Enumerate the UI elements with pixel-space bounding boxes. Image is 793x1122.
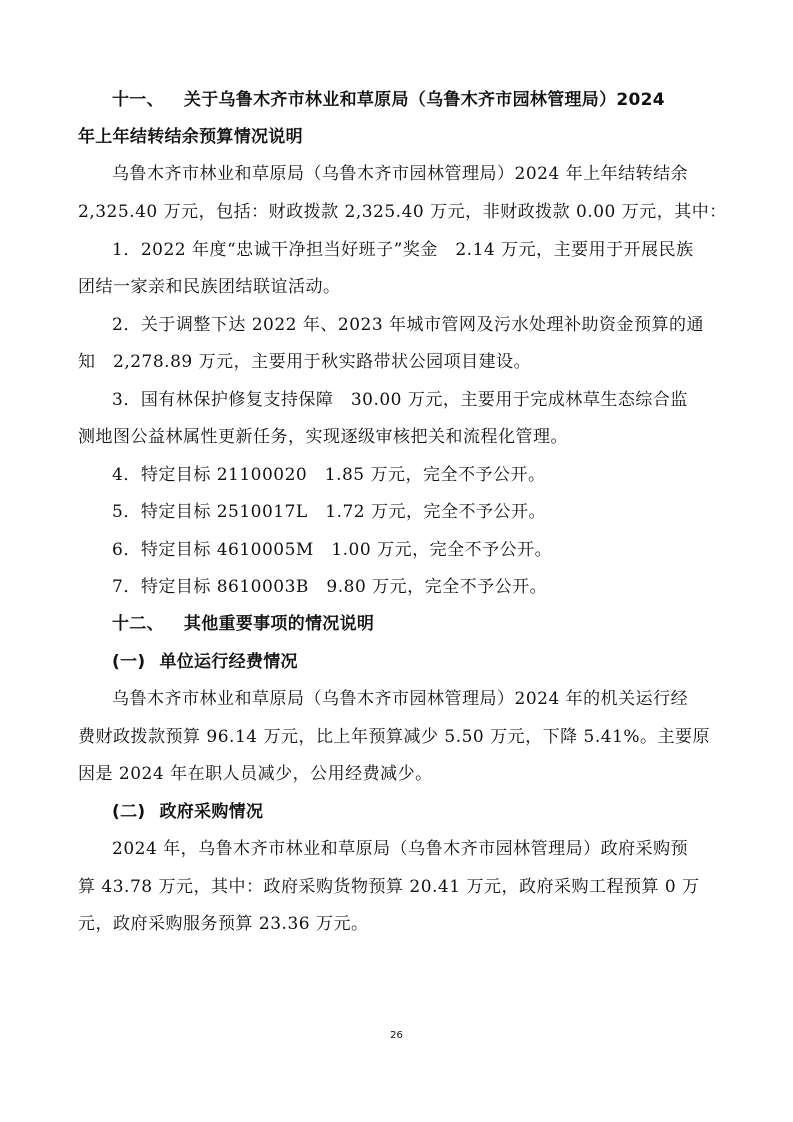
section-11-para-line1: 乌鲁木齐市林业和草原局（乌鲁木齐市园林管理局）2024 年上年结转结余 — [112, 164, 689, 184]
subsection-1-line2: 费财政拨款预算 96.14 万元，比上年预算减少 5.50 万元，下降 5.41%。主要原 — [78, 727, 711, 747]
item-1-line2: 团结一家亲和民族团结联谊活动。 — [78, 277, 341, 297]
item-3-line2: 测地图公益林属性更新任务，实现逐级审核把关和流程化管理。 — [78, 427, 568, 447]
subsection-2-heading — [112, 800, 752, 824]
item-2-line2: 知 2,278.89 万元，主要用于秋实路带状公园项目建设。 — [78, 352, 532, 372]
section-12-title: 其他重要事项的情况说明 — [183, 614, 375, 634]
item-3-line1: 3．国有林保护修复支持保障 30.00 万元，主要用于完成林草生态综合监 — [112, 390, 688, 410]
subsection-2-line2: 算 43.78 万元，其中：政府采购货物预算 20.41 万元，政府采购工程预算 0 万 — [78, 877, 700, 897]
subsection-1-line1: 乌鲁木齐市林业和草原局（乌鲁木齐市园林管理局）2024 年的机关运行经 — [112, 689, 689, 709]
section-11-title-line2: 年上年结转结余预算情况说明 — [78, 127, 303, 147]
subsection-2-label: (二) — [112, 802, 146, 822]
item-1-line1: 1．2022 年度“忠诚干净担当好班子”奖金 2.14 万元，主要用于开展民族 — [112, 240, 694, 260]
subsection-1-line3: 因是 2024 年在职人员减少，公用经费减少。 — [78, 764, 433, 784]
subsection-2-line1: 2024 年，乌鲁木齐市林业和草原局（乌鲁木齐市园林管理局）政府采购预 — [112, 839, 689, 859]
section-11-para-line2: 2,325.40 万元，包括：财政拨款 2,325.40 万元，非财政拨款 0.00 万元，其中： — [78, 202, 727, 222]
subsection-2-line3: 元，政府采购服务预算 23.36 万元。 — [78, 914, 369, 934]
section-11-title-line1: 关于乌鲁木齐市林业和草原局（乌鲁木齐市园林管理局）2024 — [183, 90, 665, 110]
section-12-heading — [112, 612, 752, 636]
item-6: 6．特定目标 4610005M 1.00 万元，完全不予公开。 — [112, 540, 553, 560]
subsection-1-label: (一) — [112, 652, 146, 672]
item-5: 5．特定目标 2510017L 1.72 万元，完全不予公开。 — [112, 502, 546, 522]
item-7: 7．特定目标 8610003B 9.80 万元，完全不予公开。 — [112, 577, 548, 597]
section-12-number: 十二、 — [112, 614, 164, 634]
section-11-heading — [112, 88, 752, 112]
page-number: 26 — [390, 1030, 403, 1041]
item-4: 4．特定目标 21100020 1.85 万元，完全不予公开。 — [112, 465, 546, 485]
item-2-line1: 2．关于调整下达 2022 年、2023 年城市管网及污水处理补助资金预算的通 — [112, 315, 705, 335]
subsection-2-title: 政府采购情况 — [159, 802, 264, 822]
section-11-number: 十一、 — [112, 90, 164, 110]
subsection-1-title: 单位运行经费情况 — [159, 652, 298, 672]
subsection-1-heading — [112, 650, 752, 674]
